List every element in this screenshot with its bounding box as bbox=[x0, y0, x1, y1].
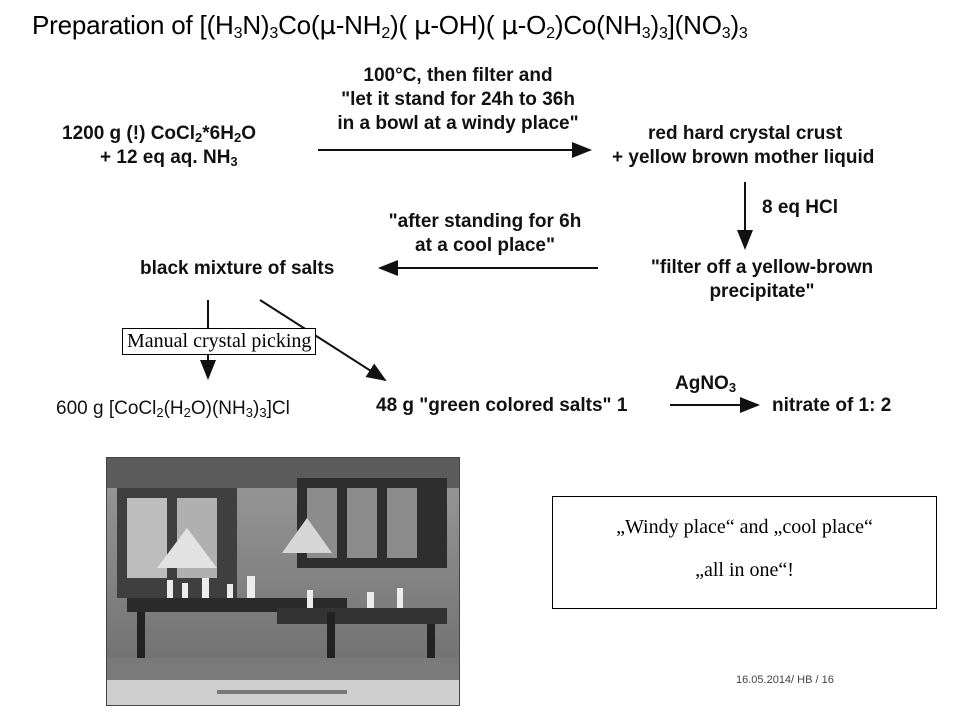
salt-product: 600 g $[CoCl_2(H_2O)(NH_3)_3]Cl$ bbox=[56, 398, 290, 420]
condition-cool: "after standing for 6h at a cool place" bbox=[388, 211, 582, 256]
slide-title: Preparation of [$(H_3N)_3Co(\mu-NH_2)$( µ-OH)( $\mu-O_2)Co(NH_3)_3](NO_3)_3$ bbox=[32, 10, 748, 42]
manual-picking-label: Manual crystal picking bbox=[122, 328, 316, 355]
laboratory-photo bbox=[106, 457, 460, 706]
note-box bbox=[552, 496, 937, 609]
black-mixture: black mixture of salts bbox=[140, 258, 335, 279]
nitrate-product: nitrate of 1: 2 bbox=[772, 395, 892, 416]
condition-windy: 100°C, then filter and "let it stand for 24h to 36h in a bowl at a windy place" bbox=[337, 65, 579, 134]
reagent-agno3: AgNO$_3$ bbox=[675, 373, 737, 395]
note-line-2: „all in one“! bbox=[695, 559, 794, 581]
starting-material: 1200 g (!) $CoCl_2*6H_2O$ + 12 eq aq. $NH_3$ bbox=[62, 123, 256, 169]
slide-footer: 16.05.2014/ HB / 16 bbox=[736, 674, 834, 686]
green-salts: 48 g "green colored salts" 1 bbox=[376, 395, 628, 416]
yellow-brown-precipitate: "filter off a yellow-brown precipitate" bbox=[650, 257, 874, 302]
product-crystal-crust: red hard crystal crust + yellow brown mother liquid bbox=[612, 123, 875, 168]
note-line-1: „Windy place“ and „cool place“ bbox=[616, 516, 873, 538]
reagent-hcl: 8 eq HCl bbox=[762, 197, 839, 218]
lab-photo-image bbox=[107, 458, 459, 705]
